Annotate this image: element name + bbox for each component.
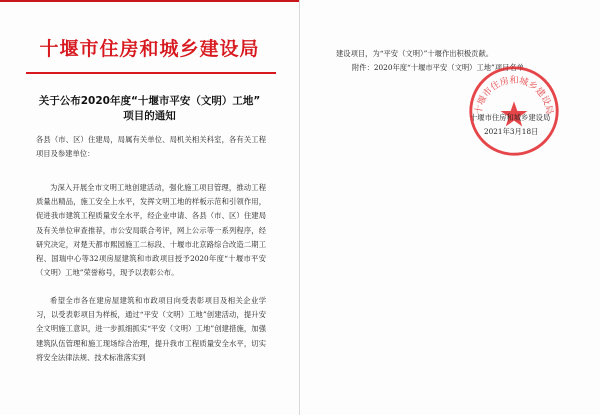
top-red-rule	[0, 0, 299, 2]
continuation-text: 建设项目，为“平安（文明）”十堰作出积极贡献。	[336, 49, 494, 58]
notice-title-line-2: 项目的通知	[123, 110, 176, 122]
svg-text:十堰市住房和城乡建设局: 十堰市住房和城乡建设局	[474, 76, 554, 116]
letterhead-title: 十堰市住房和城乡建设局	[39, 38, 260, 60]
letterhead-divider	[26, 72, 276, 74]
body-paragraph-1: 为深入开展全市文明工地创建活动，强化施工项目管理，推动工程质量出精品，施工安全上水平，发挥文明工地的样板示范和引领作用，促进我市建筑工程质量安全水平，经企业申请、各县（市、区）住建局及有关单位审查推荐，市公安局联合考评，网上公示等一系列程序，经研究决定，对楚天都市熙园施工二标段、十堰市北京路综合改造二期工程、国瑞中心等32项房屋建筑和市政项目授予2020年度“十堰市平安（文明）工地”荣誉称号，现予以表彰公布。	[36, 183, 266, 278]
signature-date: 2021年3月18日	[484, 127, 539, 136]
body-paragraph-2: 希望全市各在建房屋建筑和市政项目向受表彰项目及相关企业学习，以受表彰项目为样板，通过“平安（文明）工地”创建活动，提升安全文明施工意识，进一步抓细抓实“平安（文明）工地”创建措施，加强建筑队伍管理和施工现场综合治理，提升我市工程质量安全水平，切实将安全法律法规、技术标准落实到	[36, 296, 266, 362]
attachment-line: 附件：2020年度“十堰市平安（文明）工地”项目名单	[352, 63, 524, 72]
notice-title-line-1: 关于公布2020年度“十堰市平安（文明）工地”	[38, 95, 261, 107]
signature-organization: 十堰市住房和城乡建设局	[470, 113, 551, 122]
addressee: 各县（市、区）住建局，局属有关单位、局机关相关科室，各有关工程项目及参建单位：	[36, 135, 266, 159]
